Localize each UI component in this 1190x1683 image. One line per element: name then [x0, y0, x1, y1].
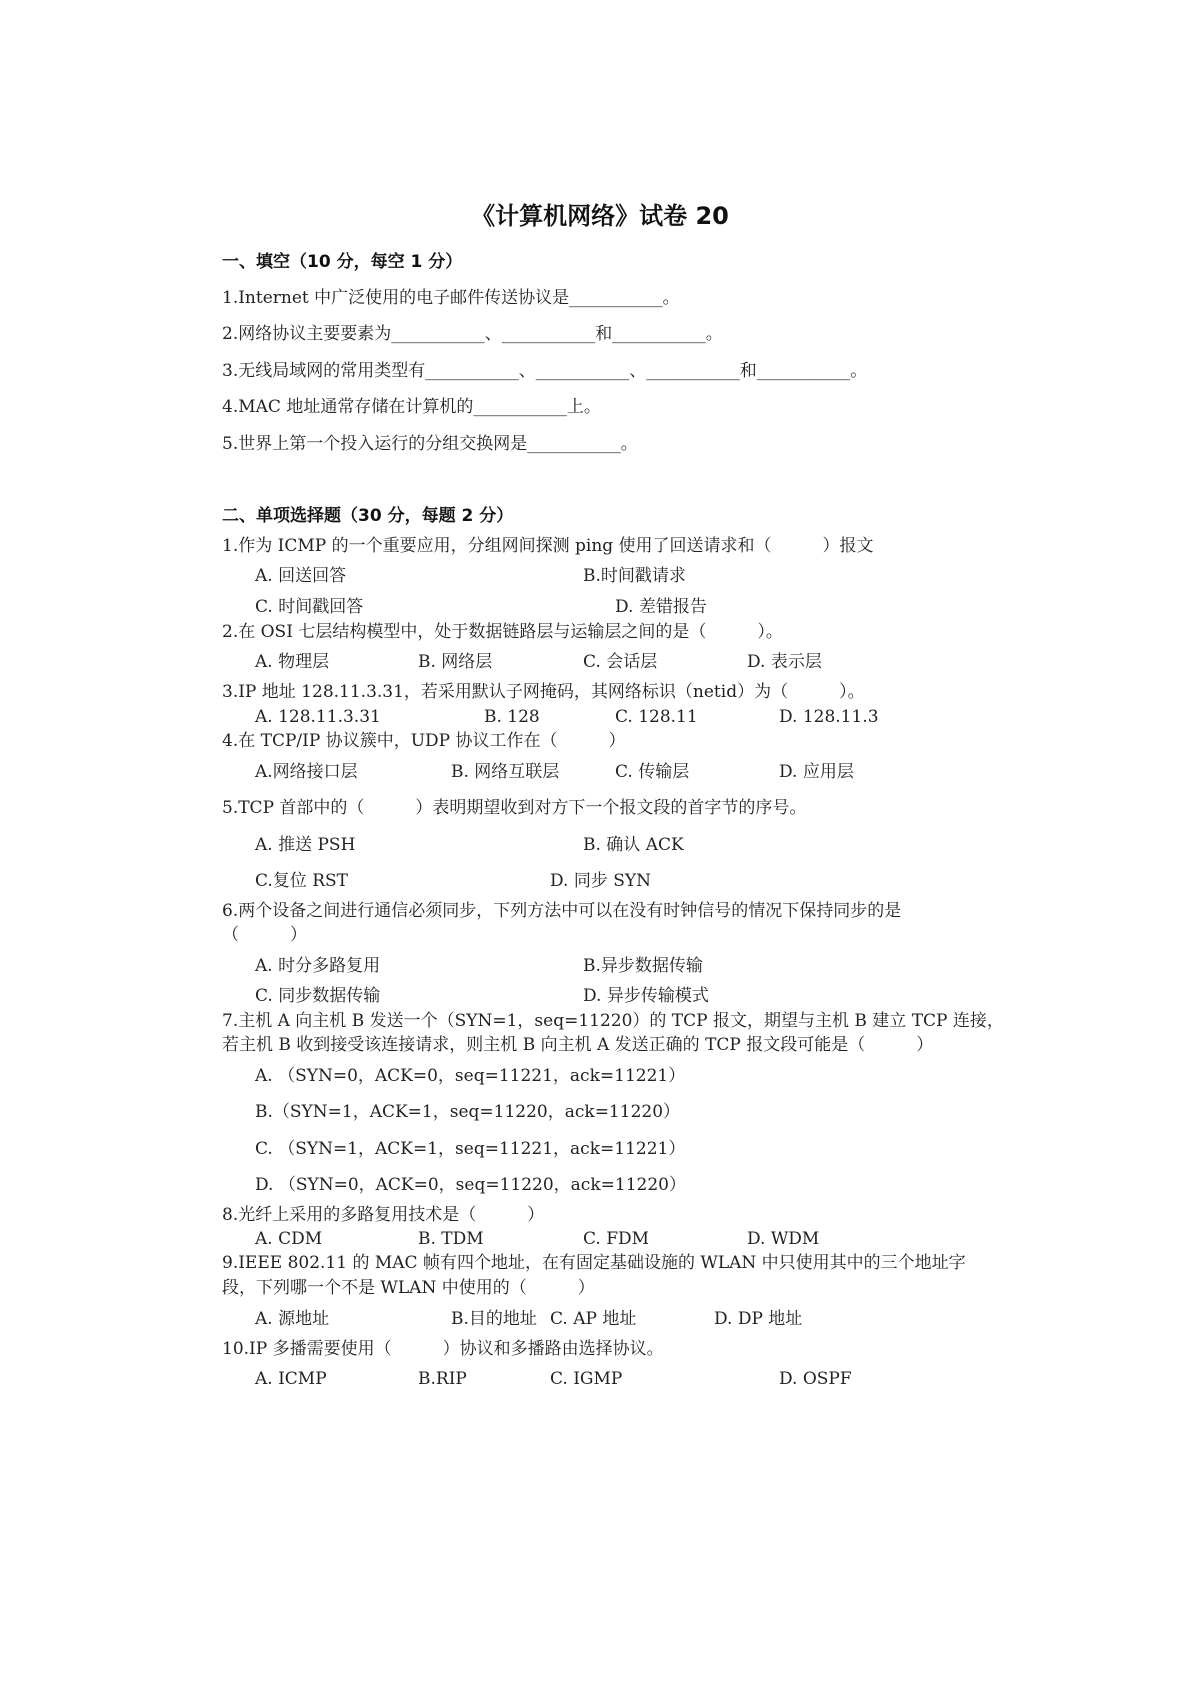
choice-option: C. IGMP	[550, 1369, 623, 1389]
fill-question: 5.世界上第一个投入运行的分组交换网是___________。	[222, 434, 638, 454]
fill-question: 3.无线局域网的常用类型有___________、___________、___________和___________。	[222, 361, 868, 381]
choice-question-stem: （ ）	[222, 925, 307, 945]
choice-option: C. 会话层	[583, 652, 658, 672]
choice-question-stem: 9.IEEE 802.11 的 MAC 帧有四个地址，在有固定基础设施的 WLAN 中只使用其中的三个地址字	[222, 1253, 966, 1273]
exam-title: 《计算机网络》试卷 20	[471, 202, 729, 230]
choice-option: B.时间戳请求	[583, 566, 686, 586]
choice-option: A. 源地址	[255, 1309, 330, 1329]
choice-option: C. FDM	[583, 1229, 650, 1249]
choice-option: C.复位 RST	[255, 871, 348, 891]
choice-question-stem: 3.IP 地址 128.11.3.31，若采用默认子网掩码，其网络标识（netid）为（ ）。	[222, 682, 865, 702]
choice-option: D. 异步传输模式	[583, 986, 709, 1006]
choice-option: A. 时分多路复用	[255, 956, 381, 976]
choice-option: D. DP 地址	[714, 1309, 803, 1329]
choice-option: A.网络接口层	[255, 762, 358, 782]
choice-option: D. 同步 SYN	[550, 871, 651, 891]
choice-question-stem: 7.主机 A 向主机 B 发送一个（SYN=1，seq=11220）的 TCP 报文，期望与主机 B 建立 TCP 连接，	[222, 1011, 1004, 1031]
choice-option: B. 确认 ACK	[583, 835, 684, 855]
fill-question: 4.MAC 地址通常存储在计算机的___________上。	[222, 397, 601, 417]
choice-option: A. ICMP	[255, 1369, 327, 1389]
choice-option: C. 同步数据传输	[255, 986, 381, 1006]
choice-option: C. 传输层	[615, 762, 690, 782]
choice-option: B. 网络层	[418, 652, 493, 672]
choice-option: D. WDM	[747, 1229, 820, 1249]
choice-question-stem: 6.两个设备之间进行通信必须同步，下列方法中可以在没有时钟信号的情况下保持同步的是	[222, 901, 902, 921]
choice-option: A. （SYN=0，ACK=0，seq=11221，ack=11221）	[255, 1066, 686, 1086]
choice-option: C. 128.11	[615, 707, 698, 727]
choice-question-stem: 8.光纤上采用的多路复用技术是（ ）	[222, 1205, 545, 1225]
choice-question-stem: 5.TCP 首部中的（ ）表明期望收到对方下一个报文段的首字节的序号。	[222, 798, 807, 818]
choice-option: A. 推送 PSH	[255, 835, 356, 855]
choice-option: B.（SYN=1，ACK=1，seq=11220，ack=11220）	[255, 1102, 681, 1122]
choice-option: C. 时间戳回答	[255, 597, 364, 617]
section-heading: 一、填空（10 分，每空 1 分）	[222, 252, 463, 272]
choice-option: A. 物理层	[255, 652, 330, 672]
choice-option: D. 应用层	[779, 762, 854, 782]
choice-option: D. 表示层	[747, 652, 822, 672]
fill-question: 1.Internet 中广泛使用的电子邮件传送协议是___________。	[222, 288, 680, 308]
choice-option: B.异步数据传输	[583, 956, 703, 976]
choice-option: D. OSPF	[779, 1369, 852, 1389]
choice-option: B.目的地址	[451, 1309, 537, 1329]
choice-question-stem: 1.作为 ICMP 的一个重要应用，分组网间探测 ping 使用了回送请求和（ ）报文	[222, 536, 874, 556]
choice-option: A. 128.11.3.31	[255, 707, 381, 727]
choice-question-stem: 10.IP 多播需要使用（ ）协议和多播路由选择协议。	[222, 1339, 664, 1359]
choice-question-stem: 4.在 TCP/IP 协议簇中，UDP 协议工作在（ ）	[222, 731, 626, 751]
choice-option: B.RIP	[418, 1369, 467, 1389]
choice-question-stem: 段，下列哪一个不是 WLAN 中使用的（ ）	[222, 1278, 595, 1298]
choice-question-stem: 若主机 B 收到接受该连接请求，则主机 B 向主机 A 发送正确的 TCP 报文段可能是（ ）	[222, 1035, 934, 1055]
choice-option: B. 网络互联层	[451, 762, 560, 782]
choice-option: D. 128.11.3	[779, 707, 879, 727]
choice-option: A. 回送回答	[255, 566, 347, 586]
choice-option: B. TDM	[418, 1229, 484, 1249]
choice-option: C. AP 地址	[550, 1309, 637, 1329]
choice-option: D. （SYN=0，ACK=0，seq=11220，ack=11220）	[255, 1175, 686, 1195]
choice-option: D. 差错报告	[615, 597, 707, 617]
choice-option: C. （SYN=1，ACK=1，seq=11221，ack=11221）	[255, 1139, 686, 1159]
section-heading: 二、单项选择题（30 分，每题 2 分）	[222, 506, 514, 526]
fill-question: 2.网络协议主要要素为___________、___________和___________。	[222, 324, 723, 344]
choice-option: A. CDM	[255, 1229, 323, 1249]
choice-question-stem: 2.在 OSI 七层结构模型中，处于数据链路层与运输层之间的是（ ）。	[222, 622, 783, 642]
choice-option: B. 128	[484, 707, 540, 727]
